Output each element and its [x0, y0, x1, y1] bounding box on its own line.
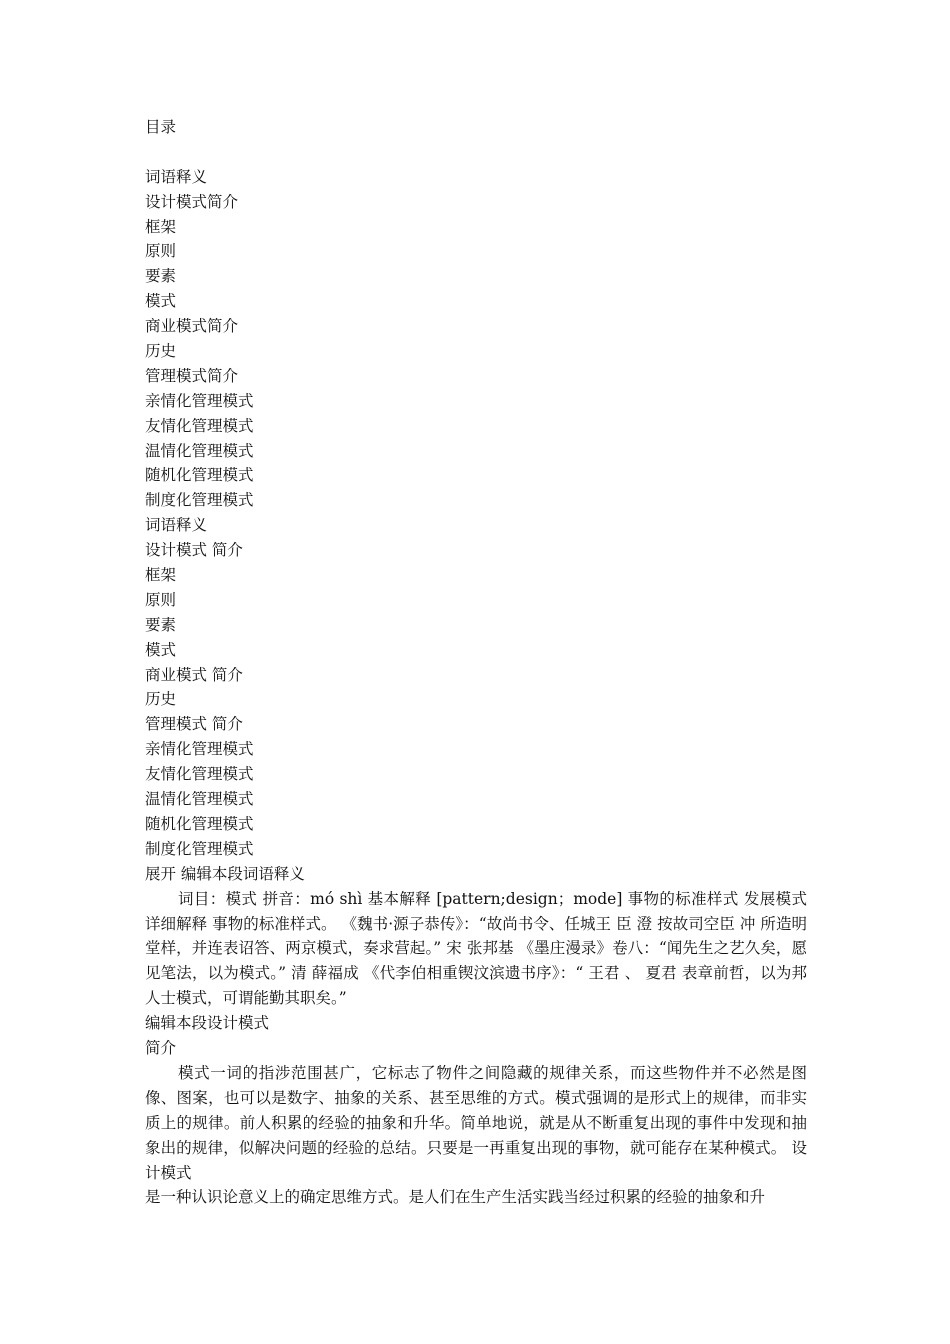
toc-item[interactable]: 温情化管理模式	[145, 441, 254, 460]
toc-item[interactable]: 友情化管理模式	[145, 416, 254, 435]
toc-item[interactable]: 亲情化管理模式	[145, 391, 254, 410]
toc-item[interactable]: 历史	[145, 342, 177, 361]
toc-item[interactable]: 框架	[145, 566, 177, 585]
toc-item[interactable]: 模式	[145, 640, 177, 659]
toc-item[interactable]: 设计模式 简介	[145, 541, 243, 560]
toc-item[interactable]: 制度化管理模式	[145, 491, 254, 510]
toc-item[interactable]: 原则	[145, 242, 177, 261]
toc-item[interactable]: 商业模式 简介	[145, 665, 243, 684]
toc-item[interactable]: 要素	[145, 615, 177, 634]
toc-item[interactable]: 制度化管理模式	[145, 839, 254, 858]
expand-edit-heading[interactable]: 展开 编辑本段词语释义	[145, 864, 305, 883]
toc-item[interactable]: 原则	[145, 590, 177, 609]
toc-item[interactable]: 亲情化管理模式	[145, 740, 254, 759]
intro-heading: 简介	[145, 1039, 177, 1058]
definition-paragraph: 词目：模式 拼音：mó shì 基本解释 [pattern;design；mode] 事物的标准样式 发展模式 详细解释 事物的标准样式。 《魏书·源子恭传》：“故尚书令、任城王 臣 澄 按故司空臣 冲 所造明堂样，并连表诏答、两京模式，奏求营起。” 宋 张邦基 《墨庄漫录》卷八：“闻先生之艺久矣，愿见笔法，以为模式。” 清 薛福成 《代李伯相重锲汶滨遗书序》：“ 王君 、 夏君 表章前哲，以为邦人士模式，可谓能勤其职矣。”	[145, 889, 807, 1008]
toc-item[interactable]: 词语释义	[145, 516, 208, 535]
toc-item[interactable]: 模式	[145, 292, 177, 311]
toc-item[interactable]: 管理模式 简介	[145, 715, 243, 734]
toc-item[interactable]: 要素	[145, 267, 177, 286]
toc-item[interactable]: 框架	[145, 217, 177, 236]
toc-item[interactable]: 友情化管理模式	[145, 765, 254, 784]
toc-item[interactable]: 随机化管理模式	[145, 466, 254, 485]
toc-item[interactable]: 管理模式简介	[145, 366, 239, 385]
toc-item[interactable]: 词语释义	[145, 167, 208, 186]
continuation-line: 是一种认识论意义上的确定思维方式。是人们在生产生活实践当经过积累的经验的抽象和升	[145, 1188, 766, 1207]
table-of-contents	[145, 165, 807, 862]
section-heading[interactable]: 编辑本段设计模式	[145, 1014, 270, 1033]
blank-line	[145, 140, 807, 165]
toc-item[interactable]: 商业模式简介	[145, 317, 239, 336]
intro-paragraph: 模式一词的指涉范围甚广，它标志了物件之间隐藏的规律关系，而这些物件并不必然是图像、图案，也可以是数字、抽象的关系、甚至思维的方式。模式强调的是形式上的规律，而非实质上的规律。前人积累的经验的抽象和升华。简单地说，就是从不断重复出现的事件中发现和抽象出的规律，似解决问题的经验的总结。只要是一再重复出现的事物，就可能存在某种模式。 设计模式	[145, 1063, 807, 1182]
document-page	[145, 115, 807, 1210]
toc-item[interactable]: 设计模式简介	[145, 192, 239, 211]
toc-title: 目录	[145, 118, 177, 136]
toc-item[interactable]: 历史	[145, 690, 177, 709]
toc-item[interactable]: 温情化管理模式	[145, 790, 254, 809]
toc-item[interactable]: 随机化管理模式	[145, 814, 254, 833]
